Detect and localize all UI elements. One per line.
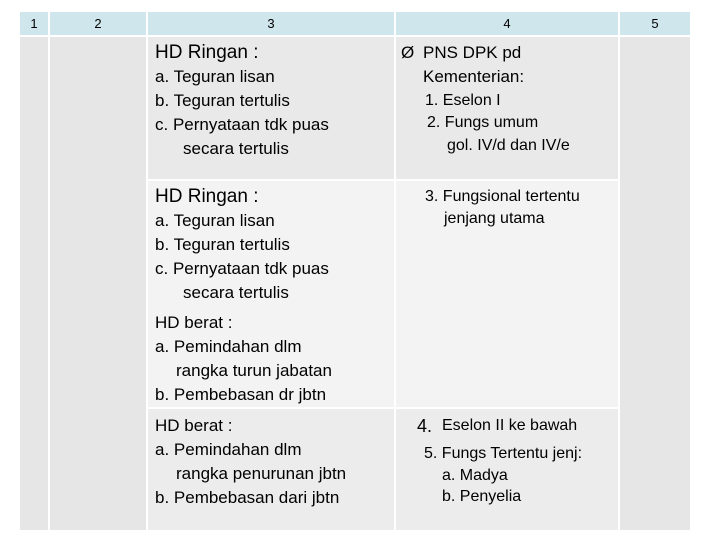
header-label-5: 5 [651, 16, 659, 31]
block4-item-a: a. Pemindahan dlm [155, 440, 302, 459]
item-5-b: b. Penyelia [442, 488, 522, 505]
block4-item-a-cont: rangka penurunan jbtn [176, 464, 347, 483]
block3-title: HD berat : [155, 313, 233, 332]
item-3-cont: jenjang utama [444, 210, 545, 227]
block1-item-b: b. Teguran tertulis [155, 91, 290, 110]
block2-item-b: b. Teguran tertulis [155, 235, 290, 254]
col5-body [620, 37, 690, 530]
block3-item-a-cont: rangka turun jabatan [176, 361, 332, 380]
block1-item-a: a. Teguran lisan [155, 67, 275, 86]
header-label-3: 3 [267, 16, 275, 31]
item-5: 5. Fungs Tertentu jenj: [424, 445, 583, 462]
item-1: 1. Eselon I [425, 92, 501, 109]
header-cell-1 [20, 12, 48, 35]
header-label-2: 2 [94, 16, 102, 31]
header-label-4: 4 [503, 16, 511, 31]
block1-item-c-cont: secara tertulis [183, 139, 289, 158]
block1-item-c: c. Pernyataan tdk puas [155, 115, 329, 134]
item-3: 3. Fungsional tertentu [425, 188, 580, 205]
block4-title: HD berat : [155, 416, 233, 435]
item-4: Eselon II ke bawah [442, 417, 578, 434]
block3-item-b: b. Pembebasan dr jbtn [155, 385, 327, 404]
pns-line2: Kementerian: [423, 67, 525, 86]
header-cell-2 [50, 12, 146, 35]
block2-title: HD Ringan : [155, 186, 259, 207]
arrow-bullet-icon: Ø [401, 43, 415, 62]
block2-item-c-cont: secara tertulis [183, 283, 289, 302]
block1-title: HD Ringan : [155, 42, 259, 63]
col2-body [50, 37, 146, 530]
block2-item-a: a. Teguran lisan [155, 211, 275, 230]
header-cell-5 [620, 12, 690, 35]
header-cell-3 [148, 12, 394, 35]
col1-body [20, 37, 48, 530]
block4-item-b: b. Pembebasan dari jbtn [155, 488, 340, 507]
block3-item-a: a. Pemindahan dlm [155, 337, 302, 356]
block2-item-c: c. Pernyataan tdk puas [155, 259, 329, 278]
header-cell-4 [396, 12, 618, 35]
item-2-cont: gol. IV/d dan IV/e [447, 137, 570, 154]
pns-line1: PNS DPK pd [423, 43, 522, 62]
item-5-a: a. Madya [442, 467, 508, 484]
item-4-number: 4. [417, 416, 433, 436]
item-2: 2. Fungs umum [427, 114, 539, 131]
header-label-1: 1 [30, 16, 38, 31]
